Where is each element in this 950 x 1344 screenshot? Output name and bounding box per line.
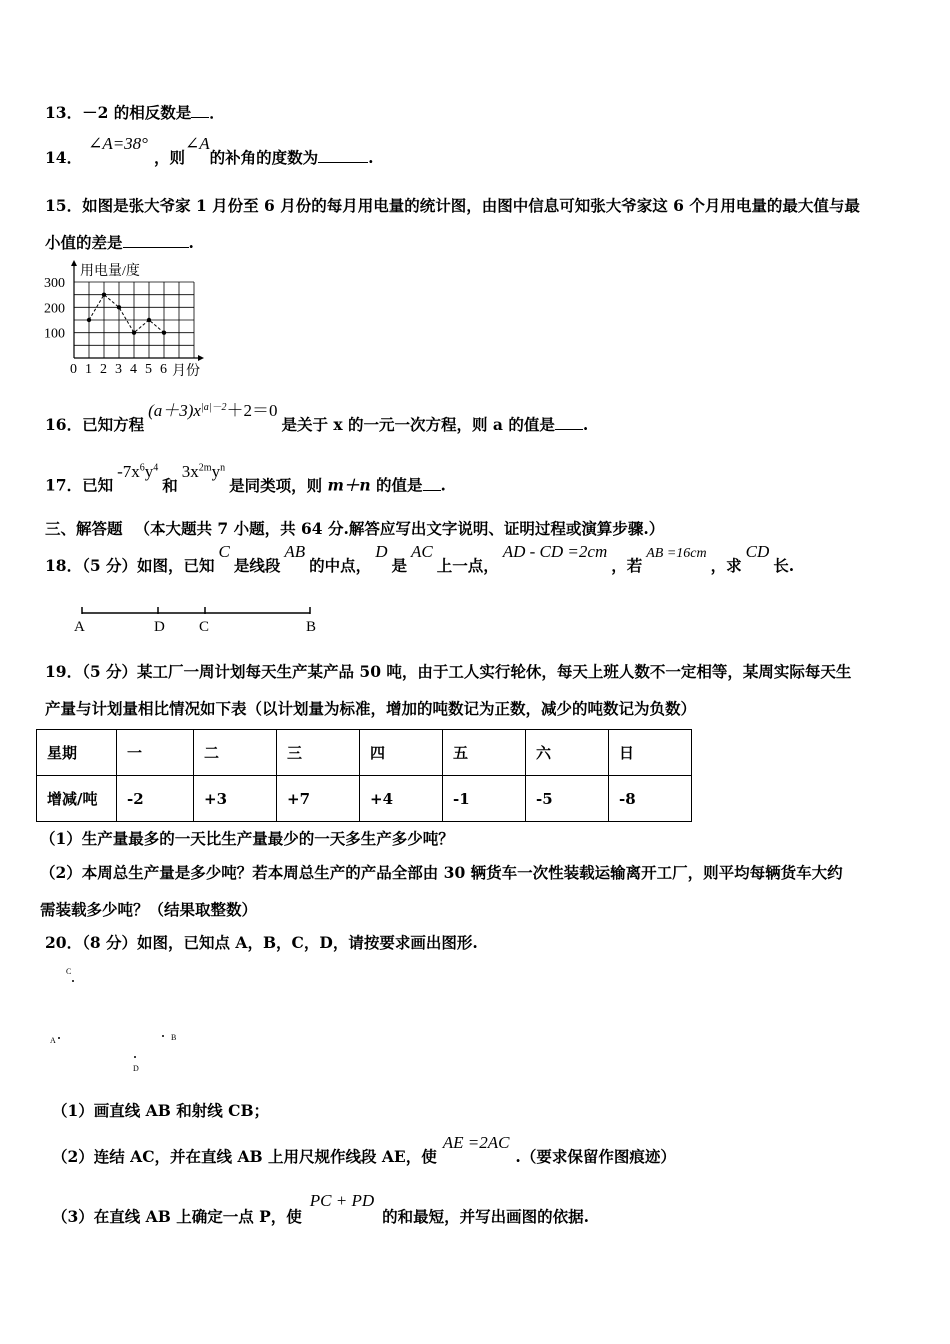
q20-part1: （1）画直线 AB 和射线 CB； (52, 1101, 270, 1120)
q19-part2-line1: （2）本周总生产量是多少吨？若本周总生产的产品全部由 30 辆货车一次性装载运输离开工厂，则平均每辆货车大约 (40, 863, 843, 882)
table-cell: 五 (443, 730, 526, 776)
section-3-heading (45, 519, 664, 539)
q17-term2-yexp: n (220, 462, 226, 473)
data-point (132, 330, 136, 334)
data-point (87, 318, 91, 322)
q13-text: －2 的相反数是 (82, 103, 192, 122)
q16-number: 16． (45, 415, 83, 435)
question-17 (45, 461, 446, 496)
section-3-title: 三、解答题 (45, 519, 123, 538)
q20-part2-pre: （2）连结 AC，并在直线 AB 上用尺规作线段 AE，使 (52, 1147, 437, 1166)
q17-text2: 的值是 (370, 475, 423, 495)
chart-y-label: 用电量/度 (80, 264, 140, 279)
q17-end: . (440, 475, 446, 495)
q14-condition: ∠A=38° (88, 134, 148, 153)
x-tick-label: 4 (130, 362, 137, 377)
electricity-usage-chart (40, 258, 210, 380)
q18-score: （5 分） (82, 556, 138, 575)
chart-grid (74, 282, 194, 358)
q13-end: ． (209, 103, 225, 122)
q18-t5: ，若 (611, 556, 643, 575)
point-a (58, 1037, 60, 1039)
q18-segment-ab: AB (284, 542, 306, 561)
data-point (102, 292, 106, 296)
label-a: A (74, 619, 85, 635)
q15-number: 15． (45, 196, 83, 215)
q18-pre: 如图，已知 (137, 556, 215, 575)
point-a-label: A (50, 1036, 56, 1045)
point-c-label: C (66, 967, 72, 976)
q17-and: 和 (162, 475, 178, 495)
q18-t7: 长. (773, 556, 795, 575)
x-tick-label: 5 (145, 362, 152, 377)
table-cell: 四 (360, 730, 443, 776)
q18-t1: 是线段 (233, 556, 281, 575)
q13-number: 13． (45, 103, 83, 122)
table-cell: +4 (360, 776, 443, 822)
q18-equation-1: AD - CD =2cm (502, 542, 608, 561)
q18-point-d: D (375, 542, 388, 561)
point-b (162, 1035, 164, 1037)
chart-series (87, 292, 166, 334)
y-tick-label: 300 (44, 276, 65, 291)
q19-text2: 产量与计划量相比情况如下表（以计划量为标准，增加的吨数记为正数，减少的吨数记为负数） (45, 699, 697, 718)
table-cell: 日 (609, 730, 692, 776)
q14-end: . (368, 148, 374, 167)
q14-mid: ，则 (153, 148, 185, 167)
q19-number: 19． (45, 662, 83, 681)
q18-segment-figure (70, 600, 330, 636)
q16-pre: 已知方程 (82, 415, 145, 435)
q18-t2: 的中点， (309, 556, 372, 575)
table-cell: +3 (194, 776, 277, 822)
section-3-desc: （本大题共 7 小题，共 64 分.解答应写出文字说明、证明过程或演算步骤.） (134, 519, 665, 538)
data-point (147, 318, 151, 322)
table-cell: 二 (194, 730, 277, 776)
q20-part2-equation: AE =2AC (442, 1133, 510, 1152)
q18-t3: 是 (391, 556, 407, 575)
y-axis-arrow (71, 260, 77, 266)
y-tick-label: 200 (44, 301, 65, 317)
q17-term2-xexp: 2m (198, 462, 212, 473)
q16-eq-base: (a＋3)x (148, 401, 201, 421)
point-d (134, 1056, 136, 1058)
table-row (37, 776, 692, 822)
q19-part1: （1）生产量最多的一天比生产量最少的一天多生产多少吨？ (40, 829, 454, 848)
label-d: D (154, 619, 165, 635)
q14-number: 14． (45, 148, 83, 167)
question-19-line2 (45, 699, 696, 719)
q20-text: 如图，已知点 A，B，C，D，请按要求画出图形. (137, 933, 478, 952)
table-cell: 增减/吨 (37, 776, 117, 822)
q17-term1-yexp: 4 (153, 462, 159, 473)
q19-score: （5 分） (82, 662, 138, 681)
q18-segment-cd: CD (745, 542, 770, 561)
question-13 (45, 103, 225, 123)
table-cell: -5 (526, 776, 609, 822)
table-cell: +7 (277, 776, 360, 822)
q17-answer-blank[interactable] (423, 476, 441, 491)
q17-number: 17． (45, 475, 83, 495)
q16-eq-exponent: |a|－2 (200, 402, 227, 413)
q17-mn: m＋n (327, 475, 371, 495)
chart-x-label: 月份 (172, 364, 200, 379)
q20-score: （8 分） (82, 933, 138, 952)
q15-end: . (188, 233, 194, 252)
y-tick-label: 100 (44, 326, 65, 342)
point-b-label: B (171, 1033, 177, 1042)
series-line (89, 295, 164, 333)
q17-pre: 已知 (82, 475, 114, 495)
q17-term1-y: y (144, 461, 154, 481)
q18-t4: 上一点， (436, 556, 499, 575)
q17-term2-y: y (211, 461, 221, 481)
table-cell: 三 (277, 730, 360, 776)
point-c (72, 980, 74, 982)
question-15-line2 (45, 233, 194, 253)
x-tick-label: 0 (70, 362, 77, 377)
q19-part2-line2: 需装载多少吨？（结果取整数） (40, 900, 258, 919)
x-tick-label: 6 (160, 362, 167, 377)
q17-term2: 3x (181, 461, 199, 481)
x-tick-label: 1 (85, 362, 92, 377)
q20-part2-post: .（要求保留作图痕迹） (515, 1147, 676, 1166)
q18-t6: ，求 (710, 556, 742, 575)
chart-ticks (44, 276, 167, 377)
q20-part3 (52, 1191, 590, 1227)
q20-part3-equation: PC + PD (309, 1191, 375, 1210)
q20-part3-post: 的和最短，并写出画图的依据. (382, 1207, 590, 1226)
data-point (162, 330, 166, 334)
q18-equation-2: AB =16cm (646, 546, 707, 561)
q20-points-figure (40, 962, 200, 1077)
label-c: C (199, 619, 210, 635)
q13-answer-blank[interactable] (191, 103, 209, 118)
q17-term1: -7x (117, 461, 140, 481)
table-cell: -1 (443, 776, 526, 822)
point-d-label: D (133, 1064, 139, 1073)
q18-segment-ac: AC (410, 542, 433, 561)
table-cell: -2 (117, 776, 194, 822)
q20-part3-pre: （3）在直线 AB 上确定一点 P，使 (52, 1207, 302, 1226)
question-16 (45, 401, 589, 435)
q18-point-c: C (218, 542, 230, 561)
q16-end: . (582, 415, 589, 435)
table-cell: 星期 (37, 730, 117, 776)
data-point (117, 305, 121, 309)
question-18 (45, 542, 795, 578)
q14-answer-blank[interactable] (318, 148, 368, 163)
q15-text1: 如图是张大爷家 1 月份至 6 月份的每月用电量的统计图，由图中信息可知张大爷家这 6 个月用电量的最大值与最 (82, 196, 860, 215)
q14-text: 的补角的度数为 (209, 148, 319, 167)
q17-term1-xexp: 6 (139, 462, 145, 473)
x-tick-label: 3 (115, 362, 122, 377)
q17-text: 是同类项，则 (229, 475, 328, 495)
q19-text1: 某工厂一周计划每天生产某产品 50 吨，由于工人实行轮休，每天上班人数不一定相等，某周实际每天生 (137, 662, 852, 681)
q15-text2: 小值的差是 (45, 233, 123, 252)
q16-answer-blank[interactable] (555, 415, 583, 430)
question-20 (45, 933, 478, 953)
table-cell: -8 (609, 776, 692, 822)
table-cell: 六 (526, 730, 609, 776)
q20-number: 20． (45, 933, 83, 952)
x-axis-arrow (198, 355, 204, 361)
table-cell: 一 (117, 730, 194, 776)
question-15-line1 (45, 196, 860, 216)
production-table (36, 729, 692, 822)
table-header-row (37, 730, 692, 776)
label-b: B (306, 619, 317, 635)
x-tick-label: 2 (100, 362, 107, 377)
q16-eq-rest: ＋2＝0 (226, 401, 278, 421)
q20-part2 (52, 1133, 676, 1167)
q15-answer-blank[interactable] (123, 233, 189, 248)
question-19-line1 (45, 662, 851, 682)
q14-angle: ∠A (185, 134, 210, 153)
q18-number: 18． (45, 556, 83, 575)
question-14 (45, 134, 374, 168)
q16-text: 是关于 x 的一元一次方程，则 a 的值是 (281, 415, 555, 435)
